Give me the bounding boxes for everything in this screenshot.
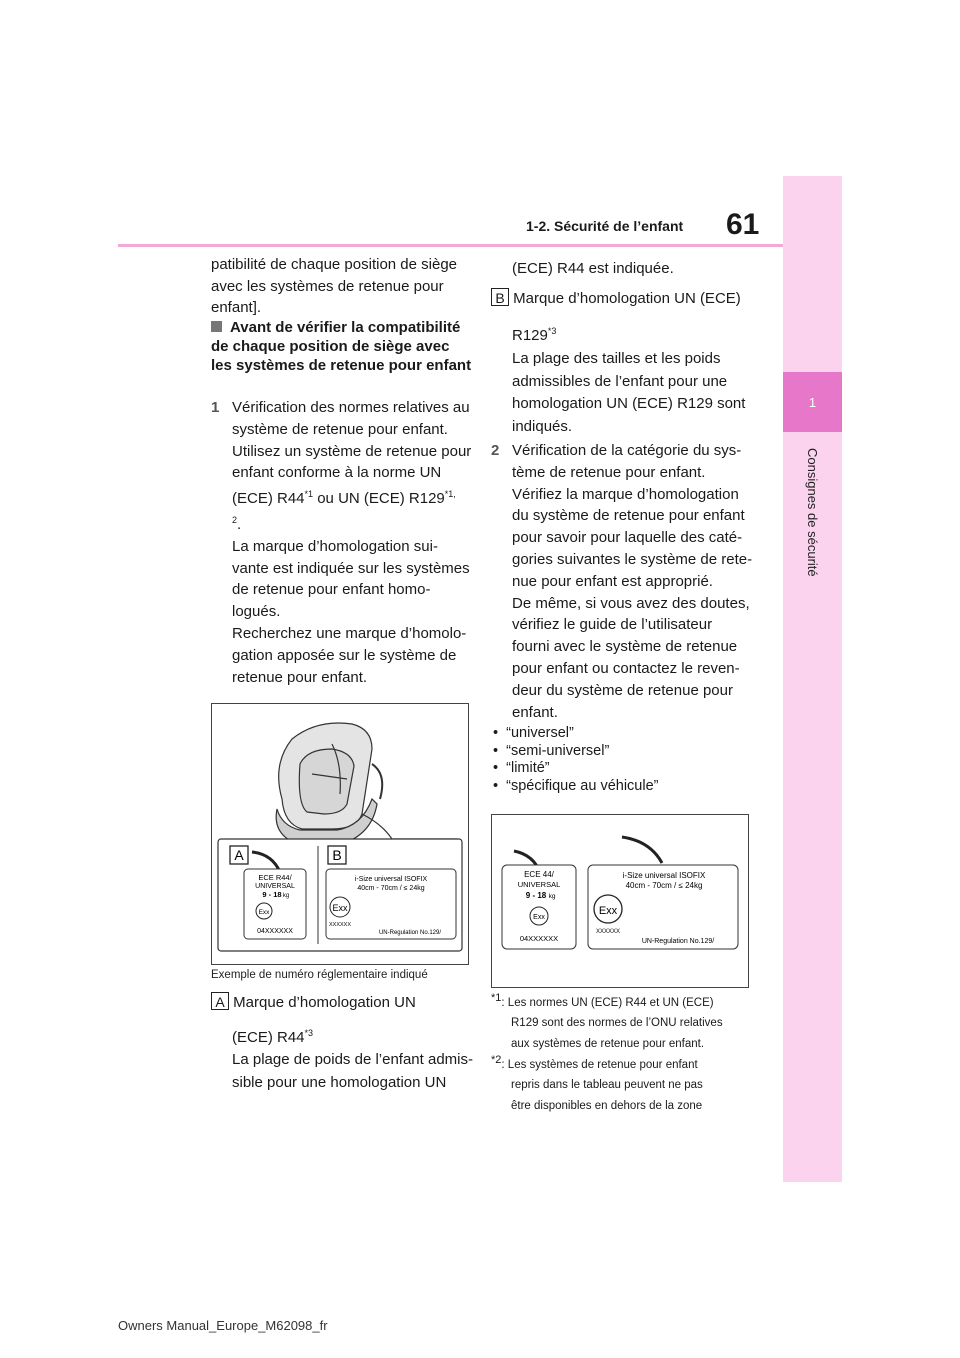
text-line: être disponibles en dehors de la zone xyxy=(511,1099,703,1112)
item-a-continued: (ECE) R44 est indiquée. xyxy=(512,260,674,277)
label-b-range: 40cm - 70cm / ≤ 24kg xyxy=(357,885,425,892)
text-line xyxy=(232,510,477,536)
text-fragment: ou UN (ECE) R129 xyxy=(313,490,445,508)
label-a-standard: ECE 44/ xyxy=(524,870,554,879)
list-item: • “spécifique au véhicule” xyxy=(493,777,659,794)
section-heading xyxy=(211,318,473,375)
text-fragment: Les normes UN (ECE) R44 et UN (ECE) xyxy=(507,996,714,1009)
label-b-range: 40cm - 70cm / ≤ 24kg xyxy=(625,881,703,890)
list-item: • “universel” xyxy=(493,725,574,741)
list-item: • “limité” xyxy=(493,760,550,776)
text-line: pour enfant ou contactez le reven- xyxy=(512,659,740,677)
text-line: admissibles de l’enfant pour une xyxy=(512,372,728,390)
label-b-country: Exx xyxy=(598,905,618,917)
footnote-mark: *1 xyxy=(491,992,502,1004)
text-line: deur du système de retenue pour xyxy=(512,681,733,699)
text-line xyxy=(232,484,477,510)
text-line xyxy=(232,1022,477,1049)
letter-box-a: A xyxy=(211,992,229,1010)
letter-box-b: B xyxy=(491,288,509,306)
footnote-ref: 2 xyxy=(232,514,238,525)
text-fragment: Marque d’homologation UN xyxy=(233,994,416,1011)
label-b-title: i-Size universal ISOFIX xyxy=(622,871,706,880)
approval-labels-drawing xyxy=(492,815,748,987)
text-line: sible pour une homologation UN xyxy=(232,1073,447,1091)
label-a-country: Exx xyxy=(533,914,545,921)
footnote-ref: *3 xyxy=(304,1028,314,1038)
text-line: Vérification des normes relatives au xyxy=(232,399,470,416)
text-line xyxy=(211,992,473,1014)
label-a-standard: ECE R44/ xyxy=(258,873,292,882)
text-line: R129 sont des normes de l’ONU relatives xyxy=(511,1017,723,1030)
label-a-unit: kg xyxy=(548,893,556,900)
text-line xyxy=(491,288,771,310)
chapter-number-tab: 1 xyxy=(783,372,842,432)
text-line: gation apposée sur le système de xyxy=(232,646,457,664)
tag-b: B xyxy=(332,847,342,863)
text-line: *1: Les normes UN (ECE) R44 et UN (ECE) xyxy=(491,992,714,1009)
text-line: La plage de poids de l’enfant admis- xyxy=(232,1051,473,1069)
text-line: Recherchez une marque d’homolo- xyxy=(232,624,467,642)
text-line: système de retenue pour enfant. xyxy=(232,420,448,438)
text-fragment: R129 xyxy=(512,327,548,344)
text-line: enfant conforme à la norme UN xyxy=(232,464,442,482)
item-a-details xyxy=(232,1022,477,1094)
item-b-details xyxy=(512,320,774,439)
text-line: tème de retenue pour enfant. xyxy=(512,463,706,481)
step-2-number xyxy=(491,440,499,462)
footnote-ref: *1 xyxy=(304,489,314,500)
label-a-weight: 9 - 18 xyxy=(525,891,547,900)
list-item-text: “universel” xyxy=(506,725,574,741)
chapter-label-text: Consignes de sécurité xyxy=(805,447,820,577)
footnote-2 xyxy=(491,1050,761,1116)
text-line: du système de retenue pour enfant xyxy=(512,507,745,525)
header-rule xyxy=(118,244,783,247)
text-line: vérifiez le guide de l’utilisateur xyxy=(512,616,713,634)
text-line: Vérifiez la marque d’homologation xyxy=(512,485,739,503)
item-b xyxy=(491,288,771,310)
footnote-ref: *3 xyxy=(547,326,557,336)
text-line: Vérification de la catégorie du sys- xyxy=(512,442,742,459)
text-fragment: Les systèmes de retenue pour enfant xyxy=(507,1058,698,1071)
label-a-category: UNIVERSAL xyxy=(255,883,295,890)
text-line: nue pour enfant est approprié. xyxy=(512,572,713,590)
chapter-label xyxy=(783,432,842,592)
tag-a: A xyxy=(234,847,244,863)
text-fragment: . xyxy=(237,515,242,533)
footnote-mark: *2 xyxy=(491,1054,502,1066)
chapter-side-tab xyxy=(783,176,842,1182)
text-line: repris dans le tableau peuvent ne pas xyxy=(511,1079,703,1092)
step-number: 2 xyxy=(491,442,500,459)
text-line: De même, si vous avez des doutes, xyxy=(512,594,750,612)
item-a xyxy=(211,992,473,1014)
footnote-ref: *1, xyxy=(444,489,456,500)
section-title: 1-2. Sécurité de l’enfant xyxy=(526,218,684,234)
child-seat-drawing xyxy=(212,704,468,964)
category-list xyxy=(493,725,773,795)
label-a-category: UNIVERSAL xyxy=(517,880,561,889)
list-item-text: “limité” xyxy=(506,760,550,776)
text-line: retenue pour enfant. xyxy=(232,668,368,686)
text-line: logués. xyxy=(232,603,281,621)
label-b-serial: XXXXXX xyxy=(328,922,352,928)
text-line: pour savoir pour laquelle des caté- xyxy=(512,529,743,547)
text-line: de retenue pour enfant homo- xyxy=(232,581,431,599)
intro-paragraph: patibilité de chaque position de siège avec les systèmes de retenue pour enfant]. xyxy=(211,256,458,317)
text-fragment: (ECE) R44 xyxy=(232,1029,305,1046)
text-line: *2: Les systèmes de retenue pour enfant xyxy=(491,1054,698,1071)
footnote-1 xyxy=(491,988,761,1054)
figure-caption: Exemple de numéro réglementaire indiqué xyxy=(211,969,428,981)
label-b-regulation: UN-Regulation No.129/ xyxy=(378,930,442,936)
text-line: gories suivantes le système de rete- xyxy=(512,550,753,568)
step-1-number xyxy=(211,397,223,419)
label-a-unit: kg xyxy=(282,893,290,899)
text-line: Utilisez un système de retenue pour xyxy=(232,442,472,460)
text-line xyxy=(512,320,774,348)
list-item: • “semi-universel” xyxy=(493,742,610,759)
text-line: La marque d’homologation sui- xyxy=(232,537,438,555)
label-b-country: Exx xyxy=(332,903,348,913)
text-line: vante est indiquée sur les systèmes xyxy=(232,559,470,577)
text-line: homologation UN (ECE) R129 sont xyxy=(512,395,746,413)
label-a-approval-number: 04XXXXXX xyxy=(519,934,559,943)
text-line: enfant. xyxy=(512,703,558,721)
step-1-text xyxy=(232,397,477,688)
list-item-text: “semi-universel” xyxy=(506,742,610,759)
footer-document-id: Owners Manual_Europe_M62098_fr xyxy=(118,1318,328,1333)
label-a-weight: 9 - 18 xyxy=(262,890,282,899)
step-number: 1 xyxy=(211,399,220,416)
label-a-country: Exx xyxy=(258,909,270,916)
text-fragment: (ECE) R44 xyxy=(232,490,305,508)
list-item-text: “spécifique au véhicule” xyxy=(506,777,659,794)
text-fragment: Marque d’homologation UN (ECE) xyxy=(513,290,741,307)
page-number: 61 xyxy=(726,208,760,241)
label-example-illustration xyxy=(491,814,749,988)
text-line: La plage des tailles et les poids xyxy=(512,349,721,367)
text-line: aux systèmes de retenue pour enfant. xyxy=(511,1037,705,1050)
section-heading-text: Avant de vérifier la compatibilité de chaque position de siège avec les systèmes de retenue pour enfant xyxy=(211,319,472,374)
text-line: fourni avec le système de retenue xyxy=(512,638,738,656)
label-a-approval-number: 04XXXXXX xyxy=(257,928,293,935)
square-bullet-icon xyxy=(211,321,222,332)
label-b-title: i-Size universal ISOFIX xyxy=(354,876,428,883)
step-2-text xyxy=(512,440,774,723)
label-b-regulation: UN-Regulation No.129/ xyxy=(641,938,715,945)
label-b-serial: XXXXXX xyxy=(595,929,621,935)
seat-label-illustration xyxy=(211,703,469,965)
text-line: indiqués. xyxy=(512,418,573,436)
